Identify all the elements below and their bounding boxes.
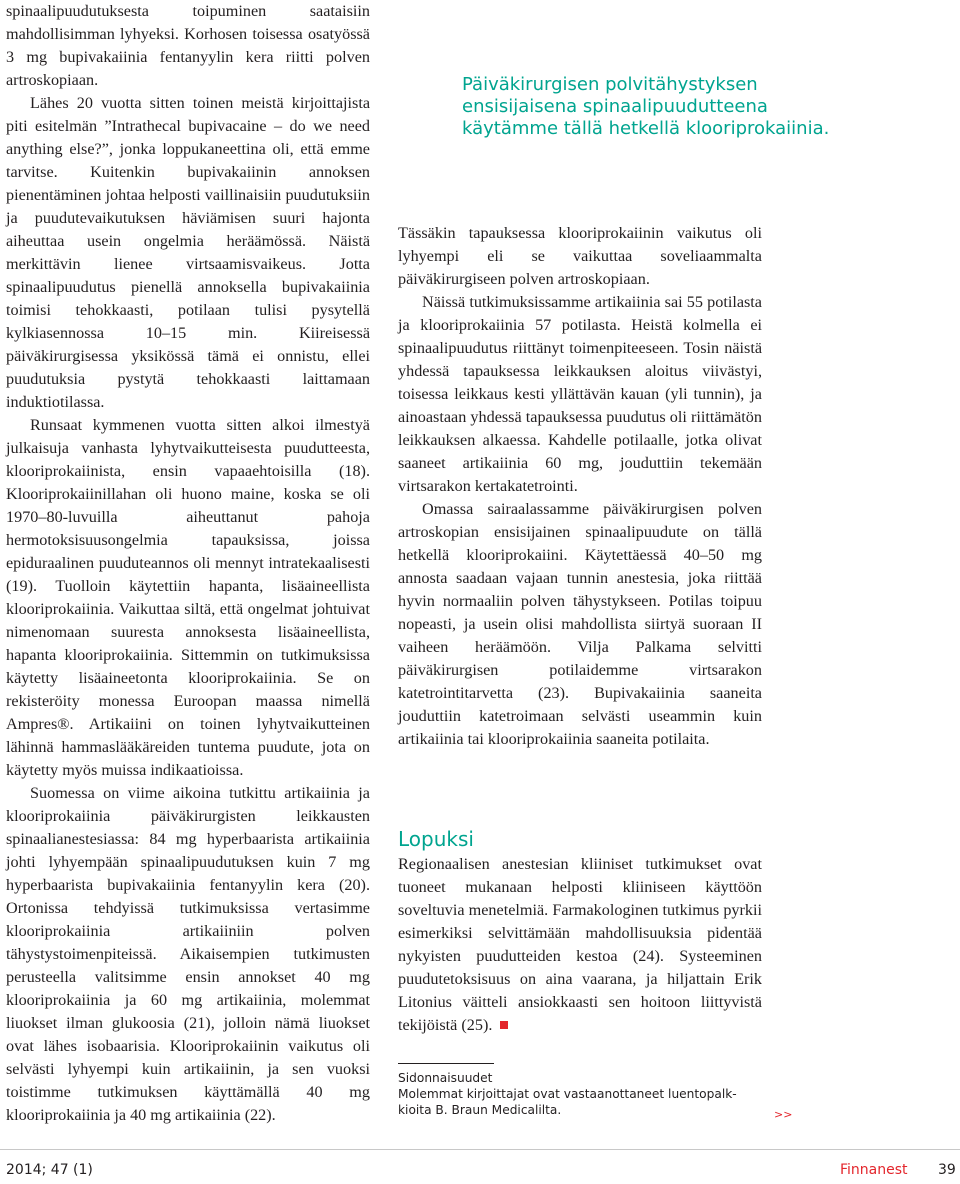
right-paragraph-1: Tässäkin tapauksessa klooriprokaiinin vaikutus oli lyhyempi eli se vaikuttaa soveliaammalta päiväkirurgiseen polven artroskopiaan. bbox=[398, 224, 762, 288]
continue-arrow-icon: >> bbox=[774, 1108, 793, 1121]
disclosure-divider bbox=[398, 1063, 494, 1064]
left-column bbox=[6, 0, 370, 1127]
disclosure-note bbox=[398, 1070, 778, 1118]
footer-divider bbox=[0, 1149, 960, 1150]
left-paragraph-2: Lähes 20 vuotta sitten toinen meistä kirjoittajista piti esitelmän ”Intrathecal bupivacaine – do we need anything else?”, jonka loppukaneettina oli, että emme tarvitse. Kuitenkin bupivakaiinin annoksen pienentäminen johtaa helposti vaillinaisiin puudutuksiin ja puudutevaikutuksen häviämisen suuri hajonta aiheuttaa usein ongelmia heräämössä. Näistä merkittävin lienee virtsaamisvaikeus. Jotta spinaalipuudutus pienellä annoksella bupivakaiinia toimisi tehokkaasti, potilaan tulisi pysytellä kylkiasennossa 10–15 min. Kiireisessä päiväkirurgisessa yksikössä tämä ei onnistu, ellei puudutuksia pystytä tehokkaasti laittamaan induktiotilassa. bbox=[6, 94, 370, 411]
summary-text: Regionaalisen anestesian kliiniset tutkimukset ovat tuoneet mukanaan helposti kliiniseen käyttöön soveltuvia menetelmiä. Farmakologinen tutkimus pyrkii esimerkiksi selvittämään mahdollisuuksia pidentää nykyisten puudutteiden kestoa (24). Systeeminen puudutetoksisuus on aina vaarana, ja hiljattain Erik Litonius väitteli ansiokkaasti sen hoitoon liittyvistä tekijöistä (25). bbox=[398, 855, 762, 1034]
end-of-article-square-icon bbox=[500, 1021, 508, 1029]
pull-quote-line-2: ensisijaisena spinaalipuudutteena bbox=[462, 96, 768, 117]
summary-column bbox=[398, 853, 762, 1037]
right-column bbox=[398, 222, 762, 751]
disclosure-line-2: kioita B. Braun Medicalilta. bbox=[398, 1103, 562, 1117]
pull-quote-line-1: Päiväkirurgisen polvitähystyksen bbox=[462, 74, 758, 95]
summary-paragraph bbox=[398, 853, 762, 1037]
disclosure-line-1: Molemmat kirjoittajat ovat vastaanottaneet luentopalk- bbox=[398, 1087, 737, 1101]
issue-info: 2014; 47 (1) bbox=[6, 1162, 93, 1178]
section-heading: Lopuksi bbox=[398, 827, 474, 851]
pull-quote bbox=[462, 74, 862, 140]
left-paragraph-3: Runsaat kymmenen vuotta sitten alkoi ilmestyä julkaisuja vanhasta lyhytvaikutteisesta puudutteesta, klooriprokaiinista, ensin vapaaehtoisilla (18). Klooriprokaiinillahan oli huono maine, koska se oli 1970–80-luvuilla aiheuttanut pahoja hermotoksisuusongelmia tapauksissa, joissa epiduraalinen puuduteannos oli mennyt intratekaalisesti (19). Tuolloin käytettiin hapanta, lisäaineellista klooriprokaiinia. Vaikuttaa siltä, että ongelmat johtuivat nimenomaan suuresta annoksesta lisäaineellista, hapanta klooriprokaiinia. Sittemmin on tutkimuksissa käytetty lisäaineetonta klooriprokaiinia. Se on rekisteröity monessa Euroopan maassa nimellä Ampres®. Artikaiini on toinen lyhytvaikutteinen lähinnä hammaslääkäreiden tuntema puudute, jota on käytetty myös muissa indikaatioissa. bbox=[6, 416, 370, 779]
left-paragraph-4: Suomessa on viime aikoina tutkittu artikaiinia ja klooriprokaiinia päiväkirurgisten leikkausten spinaalianestesiassa: 84 mg hyperbaarista artikaiinia johti lyhyempään spinaalipuudutuksen kuin 7 mg hyperbaarista bupivakaiinia fentanyylin kera (20). Ortonissa tehdyissä tutkimuksissa vertasimme klooriprokaiinia artikaiiniin polven tähystystoimenpiteissä. Aikaisempien tutkimusten perusteella valitsimme ensin annokset 40 mg klooriprokaiinia ja 60 mg artikaiinia, molemmat liuokset ilman glukoosia (21), jolloin nämä liuokset ovat lähes isobaarisia. Klooriprokaiinin vaikutus oli selvästi lyhyempi kuin artikaiinin, ja sen vuoksi toistimme tutkimuksen käyttämällä 40 mg klooriprokaiinia ja 40 mg artikaiinia (22). bbox=[6, 784, 370, 1124]
right-paragraph-3: Omassa sairaalassamme päiväkirurgisen polven artroskopian ensisijainen spinaalipuudute on tällä hetkellä klooriprokaiini. Käytettäessä 40–50 mg annosta saadaan vajaan tunnin anestesia, joka riittää hyvin normaaliin polven tähystykseen. Potilas toipuu nopeasti, ja usein olisi mahdollista siirtyä suoraan II vaiheen heräämöön. Vilja Palkama selvitti päiväkirurgisen potilaidemme virtsarakon katetrointitarvetta (23). Bupivakaiinia saaneita jouduttiin katetroimaan selvästi useammin kuin artikaiinia tai klooriprokaiinia saaneita potilaita. bbox=[398, 500, 762, 748]
disclosure-heading: Sidonnaisuudet bbox=[398, 1071, 493, 1085]
journal-brand: Finnanest bbox=[840, 1162, 908, 1178]
left-paragraph-1: spinaalipuudutuksesta toipuminen saataisiin mahdollisimman lyhyeksi. Korhosen toisessa osatyössä 3 mg bupivakaiinia fentanyylin kera riitti polven artroskopiaan. bbox=[6, 2, 370, 89]
page-number: 39 bbox=[938, 1162, 956, 1178]
right-paragraph-2: Näissä tutkimuksissamme artikaiinia sai 55 potilasta ja klooriprokaiinia 57 potilasta. Heistä kolmella ei spinaalipuudutus riittänyt toimenpiteeseen. Tosin näistä yhdessä tapauksessa leikkauksen aloitus viivästyi, toisessa leikkaus kesti yllättävän kauan (yli tunnin), ja ainoastaan yhdessä tapauksessa puudutus oli riittämätön leikkauksen alkaessa. Kahdelle potilaalle, jotka olivat saaneet artikaiinia 60 mg, jouduttiin tekemään virtsarakon kertakatetrointi. bbox=[398, 293, 762, 495]
pull-quote-line-3: käytämme tällä hetkellä klooriprokaiinia. bbox=[462, 118, 830, 139]
